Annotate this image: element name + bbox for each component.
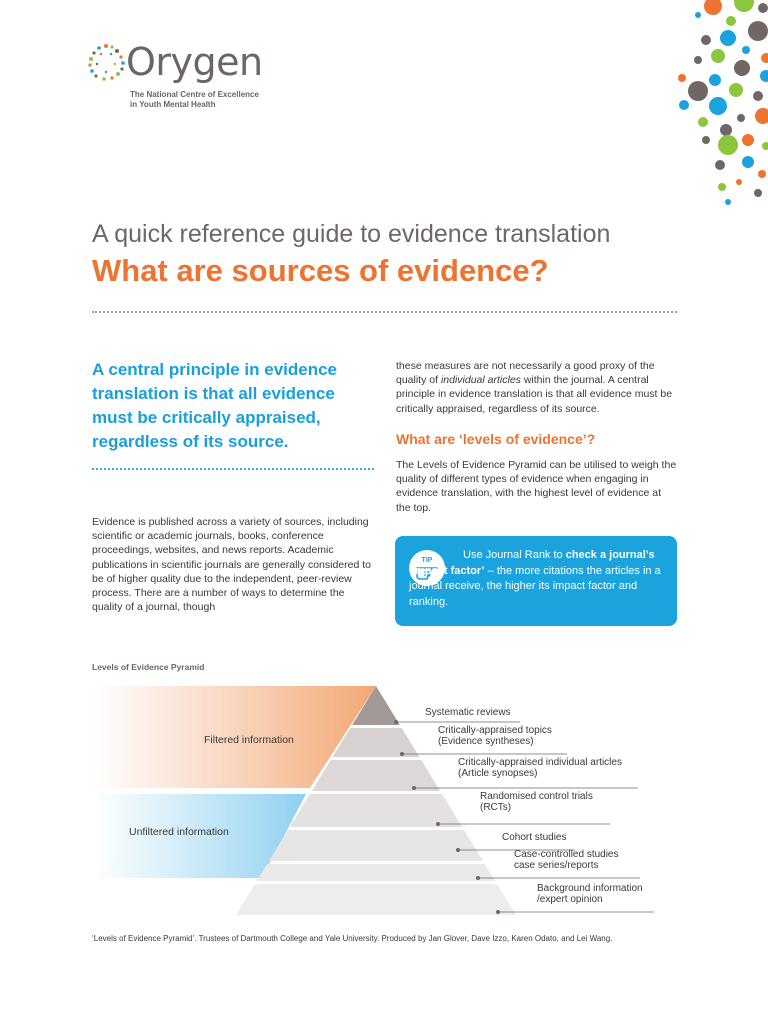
pyramid-level-label: Critically-appraised topics (Evidence syntheses) bbox=[438, 725, 552, 747]
unfiltered-information-label: Unfiltered information bbox=[129, 826, 229, 838]
pyramid-level-label: Critically-appraised individual articles (Article synopses) bbox=[458, 757, 622, 779]
pyramid-level-label: Case-controlled studies case series/reports bbox=[514, 849, 619, 871]
pyramid-level-7 bbox=[236, 884, 516, 915]
title-divider bbox=[92, 311, 677, 313]
pyramid-level-6 bbox=[257, 864, 495, 881]
tip-callout bbox=[395, 536, 677, 626]
right-column-paragraph-2: The Levels of Evidence Pyramid can be utilised to weigh the quality of different types of evidence when engaging in evidence translation, with the highest level of evidence at the top. bbox=[396, 459, 677, 514]
pyramid-level-3 bbox=[312, 760, 440, 791]
pyramid-level-label: Systematic reviews bbox=[425, 707, 511, 718]
emphasis-individual-articles: individual articles bbox=[440, 374, 521, 387]
filtered-information-label: Filtered information bbox=[204, 734, 294, 746]
pyramid-level-label: Cohort studies bbox=[502, 832, 567, 843]
levels-of-evidence-heading: What are ‘levels of evidence’? bbox=[396, 431, 596, 447]
tip-label: TIP bbox=[421, 557, 433, 564]
orygen-logo bbox=[84, 40, 284, 120]
tip-text: Use Journal Rank to check a journal’s ‘impact factor’ – the more citations the articles in a journal receive, the higher its impact factor and ranking. bbox=[409, 549, 661, 608]
guide-supertitle: A quick reference guide to evidence translation bbox=[92, 220, 611, 248]
lead-statement: A central principle in evidence translation is that all evidence must be critically appraised, regardless of its source. bbox=[92, 360, 338, 451]
logo-wordmark: Orygen bbox=[126, 40, 263, 84]
pyramid-title: Levels of Evidence Pyramid bbox=[92, 662, 205, 672]
pyramid-level-label: Randomised control trials (RCTs) bbox=[480, 791, 593, 813]
logo-tagline: The National Centre of Excellence in Youth Mental Health bbox=[130, 90, 259, 109]
decorative-dots-icon bbox=[608, 0, 768, 215]
pyramid-level-5 bbox=[269, 830, 483, 861]
pyramid-level-label: Background information /expert opinion bbox=[537, 883, 643, 905]
evidence-pyramid bbox=[0, 680, 768, 925]
logo-dot-o-icon bbox=[84, 42, 128, 82]
pyramid-caption: ‘Levels of Evidence Pyramid’. Trustees of Dartmouth College and Yale University. Produced by Jan Glover, Dave Izzo, Karen Odato, and Lei Wang. bbox=[92, 934, 613, 943]
right-column-paragraph-1: these measures are not necessarily a good proxy of the quality of individual articles within the journal. A central principle in evidence translation is that all evidence must be critically appraised, regardless of its source. bbox=[396, 360, 673, 415]
page-title: What are sources of evidence? bbox=[92, 253, 549, 288]
tip-emphasis: check a journal’s ‘impact factor’ bbox=[409, 549, 655, 577]
left-column-paragraph: Evidence is published across a variety of sources, including scientific or academic journals, books, conference proceedings, websites, and news reports. Academic publications in scientific journals are generally considered to be of higher quality due to the independent, peer-review process. There are a number of ways to determine the quality of a journal, though bbox=[92, 516, 371, 614]
pyramid-level-4 bbox=[290, 794, 462, 827]
lead-divider bbox=[92, 468, 374, 470]
